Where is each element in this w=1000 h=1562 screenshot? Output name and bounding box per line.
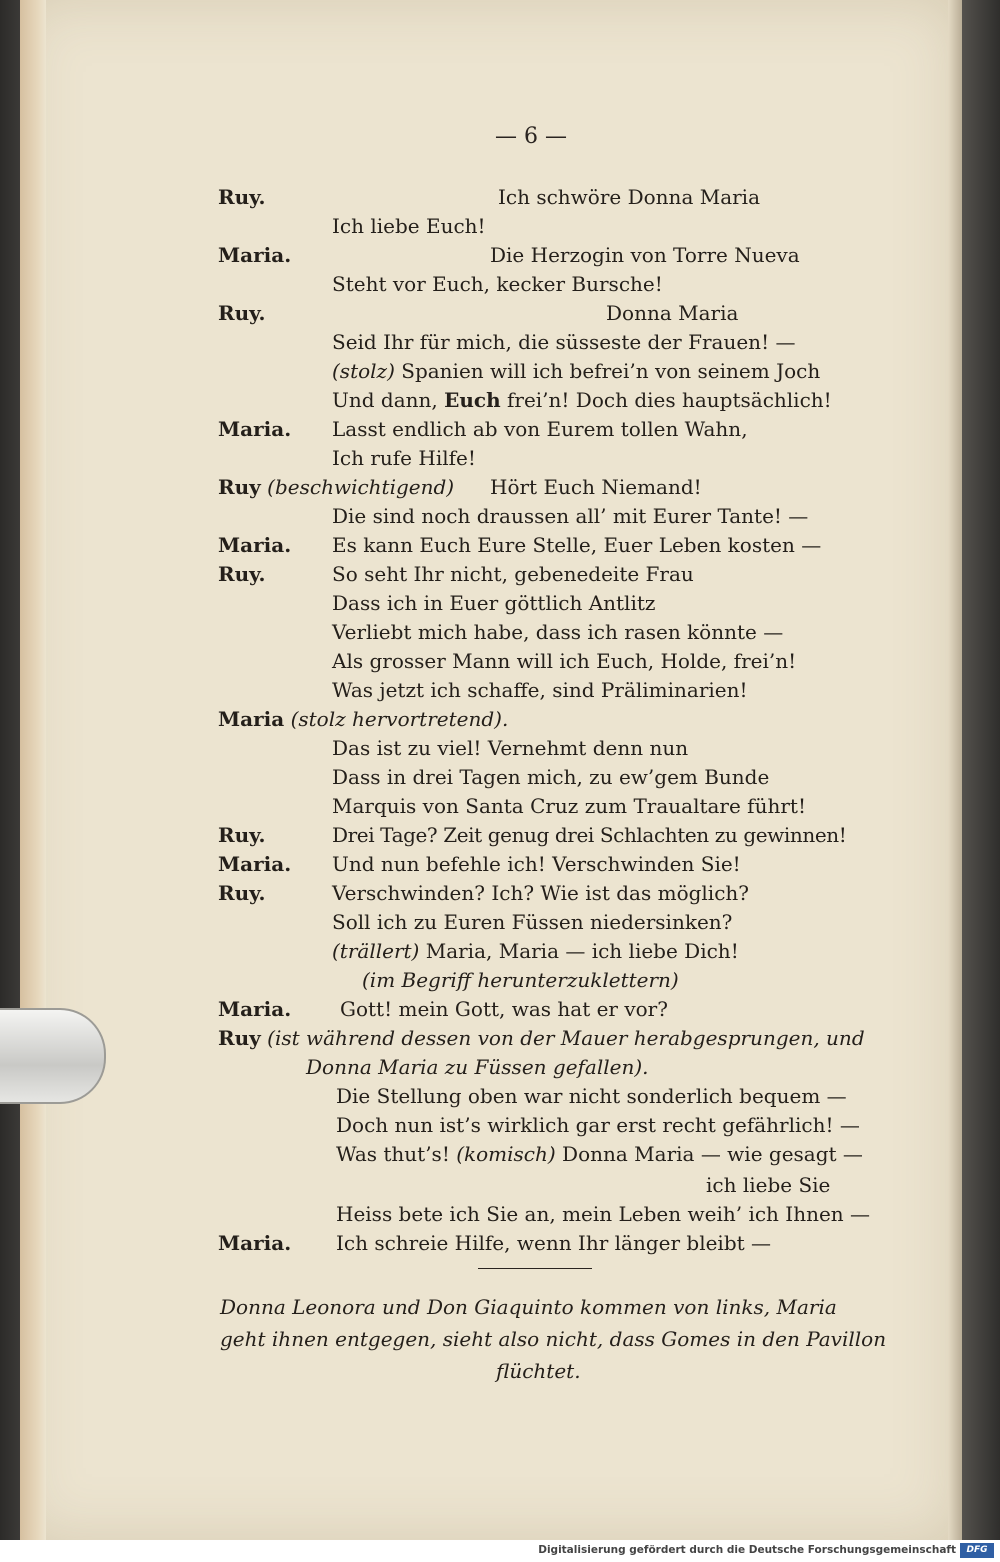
stage-direction-inline: (ist während dessen von der Mauer herabgesprungen, und: [267, 1026, 865, 1050]
dialogue-line: Lasst endlich ab von Eurem tollen Wahn,: [332, 417, 748, 441]
speaker-label: Maria.: [218, 852, 292, 876]
speaker-label: Ruy.: [218, 301, 266, 325]
speaker-label: Maria.: [218, 243, 292, 267]
stage-direction-inline: (beschwichtigend): [267, 475, 455, 499]
dialogue-line: Die sind noch draussen all’ mit Eurer Tante! —: [332, 504, 809, 528]
stage-direction-inline: (trällert): [332, 939, 420, 963]
speaker-label: Ruy.: [218, 185, 266, 209]
dialogue-line: Drei Tage? Zeit genug drei Schlachten zu gewinnen!: [332, 823, 847, 847]
dialogue-line: Verliebt mich habe, dass ich rasen könnte —: [332, 620, 784, 644]
stage-direction-inline: (komisch): [456, 1142, 556, 1166]
dialogue-line: Was jetzt ich schaffe, sind Präliminarien!: [332, 678, 748, 702]
speaker-label: Ruy (ist während dessen von der Mauer herabgesprungen, und: [218, 1026, 865, 1050]
stage-direction-line: Donna Leonora und Don Giaquinto kommen von links, Maria: [220, 1295, 837, 1319]
dialogue-line: Doch nun ist’s wirklich gar erst recht gefährlich! —: [336, 1113, 860, 1137]
speaker-label: Ruy.: [218, 562, 266, 586]
dialogue-line: Seid Ihr für mich, die süsseste der Frauen! —: [332, 330, 796, 354]
dialogue-line: Ich liebe Euch!: [332, 214, 486, 238]
stage-direction-inline: (im Begriff herunterzuklettern): [362, 968, 679, 992]
dialogue-line: Ich schreie Hilfe, wenn Ihr länger bleibt —: [336, 1231, 772, 1255]
dialogue-line: [362, 965, 679, 995]
dialogue-line: (stolz) Spanien will ich befrei’n von seinem Joch: [332, 359, 821, 383]
dialogue-line: Dass in drei Tagen mich, zu ew’gem Bunde: [332, 765, 770, 789]
page-clip: [0, 1008, 106, 1104]
stage-direction-line: flüchtet.: [496, 1359, 581, 1383]
footer-bar: [0, 1540, 1000, 1562]
speaker-label: Maria (stolz hervortretend).: [218, 707, 509, 731]
speaker-label: Ruy.: [218, 823, 266, 847]
dialogue-line: Hört Euch Niemand!: [490, 475, 702, 499]
dialogue-line: Steht vor Euch, kecker Bursche!: [332, 272, 663, 296]
dialogue-line: Soll ich zu Euren Füssen niedersinken?: [332, 910, 733, 934]
stage-direction-inline: Donna Maria zu Füssen gefallen).: [306, 1055, 649, 1079]
dialogue-line: Das ist zu viel! Vernehmt denn nun: [332, 736, 689, 760]
dialogue-line: ich liebe Sie: [706, 1173, 831, 1197]
dialogue-line: Die Stellung oben war nicht sonderlich bequem —: [336, 1084, 847, 1108]
dialogue-line: Was thut’s! (komisch) Donna Maria — wie gesagt —: [336, 1142, 863, 1166]
speaker-label: Maria.: [218, 997, 292, 1021]
stage-direction-inline: (stolz hervortretend).: [290, 707, 509, 731]
dialogue-line: Donna Maria: [606, 301, 739, 325]
dialogue-line: Als grosser Mann will ich Euch, Holde, frei’n!: [332, 649, 797, 673]
dialogue-line: Verschwinden? Ich? Wie ist das möglich?: [332, 881, 750, 905]
dialogue-line: So seht Ihr nicht, gebenedeite Frau: [332, 562, 694, 586]
speaker-label: Ruy.: [218, 881, 266, 905]
emphasis-word: Euch: [444, 388, 501, 412]
footer-credit: Digitalisierung gefördert durch die Deutsche Forschungsgemeinschaft: [538, 1544, 956, 1556]
dialogue-line: Gott! mein Gott, was hat er vor?: [340, 997, 668, 1021]
dialogue-line: (trällert) Maria, Maria — ich liebe Dich!: [332, 939, 739, 963]
dialogue-line: Ich schwöre Donna Maria: [498, 185, 761, 209]
speaker-label: Ruy (beschwichtigend): [218, 475, 455, 499]
page-right-edge: [948, 0, 962, 1540]
dialogue-line: Es kann Euch Eure Stelle, Euer Leben kosten —: [332, 533, 822, 557]
speaker-label: Maria.: [218, 417, 292, 441]
stage-direction-inline: (stolz): [332, 359, 395, 383]
dialogue-line: Dass ich in Euer göttlich Antlitz: [332, 591, 656, 615]
dialogue-line: Marquis von Santa Cruz zum Traualtare führt!: [332, 794, 806, 818]
scan-right-strip: [956, 0, 1000, 1540]
section-divider: [478, 1268, 592, 1269]
page-number: — 6 —: [495, 124, 567, 149]
speaker-label: Maria.: [218, 533, 292, 557]
dialogue-line: [306, 1052, 649, 1082]
speaker-label: Maria.: [218, 1231, 292, 1255]
dialogue-line: Die Herzogin von Torre Nueva: [490, 243, 800, 267]
stage-direction-line: geht ihnen entgegen, sieht also nicht, dass Gomes in den Pavillon: [220, 1327, 887, 1351]
dialogue-line: Ich rufe Hilfe!: [332, 446, 476, 470]
page-left-edge: [20, 0, 46, 1540]
dfg-logo-icon: DFG: [960, 1543, 994, 1558]
dialogue-line: Heiss bete ich Sie an, mein Leben weih’ ich Ihnen —: [336, 1202, 871, 1226]
dialogue-line: Und nun befehle ich! Verschwinden Sie!: [332, 852, 741, 876]
dialogue-line: Und dann, Euch frei’n! Doch dies hauptsächlich!: [332, 388, 832, 412]
